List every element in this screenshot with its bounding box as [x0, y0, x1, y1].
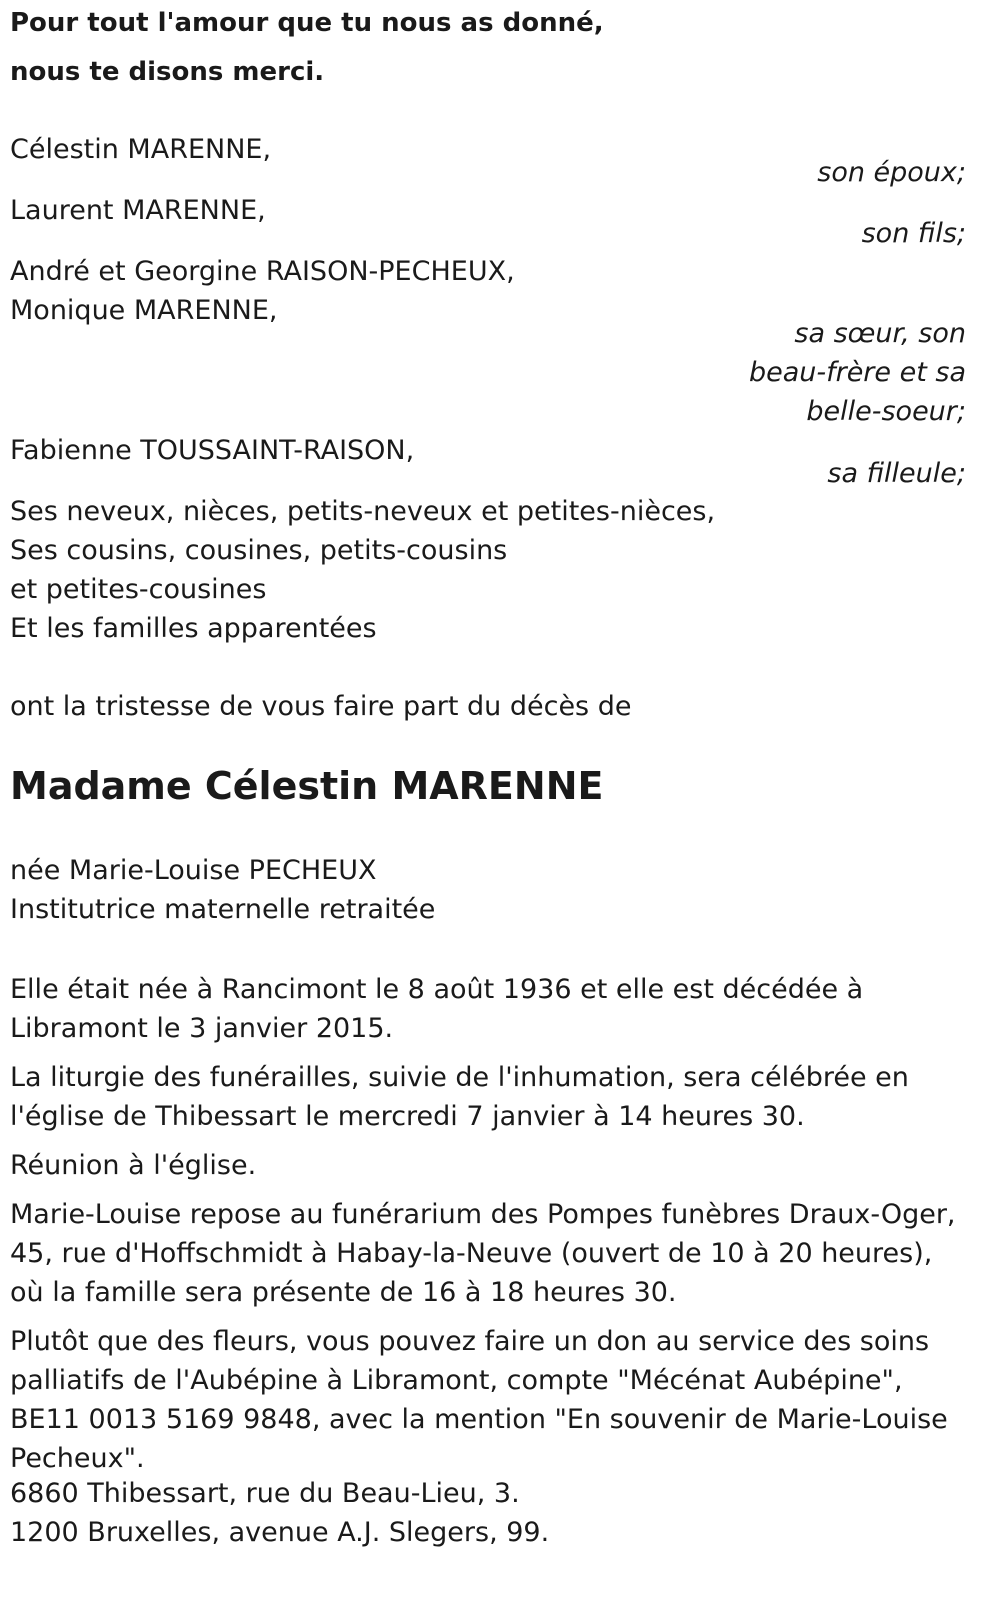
family-relation-spouse: son époux;	[817, 157, 966, 188]
header-line-1: Pour tout l'amour que tu nous as donné,	[10, 8, 604, 38]
announcement-text: ont la tristesse de vous faire part du décès de	[10, 691, 632, 722]
family-name-sister-line-2: Monique MARENNE,	[10, 295, 278, 326]
extended-family-line-3: et petites-cousines	[10, 574, 267, 605]
family-name-spouse: Célestin MARENNE,	[10, 134, 272, 165]
extended-family-line-4: Et les familles apparentées	[10, 613, 377, 644]
family-relation-goddaughter: sa filleule;	[827, 458, 966, 489]
paragraph-donation: Plutôt que des fleurs, vous pouvez faire un don au service des soins palliatifs de l'Aubépine à Libramont, compte "Mécénat Aubépine", BE11 0013 5169 9848, avec la mention "En souvenir de Marie-Louise Pecheux".	[10, 1326, 948, 1474]
paragraph-funeral: La liturgie des funérailles, suivie de l'inhumation, sera célébrée en l'église de Thibessart le mercredi 7 janvier à 14 heures 30.	[10, 1062, 909, 1132]
paragraph-birth-death: Elle était née à Rancimont le 8 août 1936 et elle est décédée à Libramont le 3 janvier 2015.	[10, 974, 864, 1044]
family-relation-son: son fils;	[861, 218, 966, 249]
paragraph-funerarium: Marie-Louise repose au funérarium des Pompes funèbres Draux-Oger, 45, rue d'Hoffschmidt à Habay-la-Neuve (ouvert de 10 à 20 heures), où la famille sera présente de 16 à 18 heures 30.	[10, 1199, 956, 1308]
family-name-sister-line-1: André et Georgine RAISON-PECHEUX,	[10, 256, 515, 287]
family-relation-sister-line-3: belle-soeur;	[806, 396, 966, 427]
extended-family-line-1: Ses neveux, nièces, petits-neveux et petites-nièces,	[10, 496, 716, 527]
family-relation-sister-line-2: beau-frère et sa	[748, 357, 966, 388]
address-line-1: 6860 Thibessart, rue du Beau-Lieu, 3.	[10, 1478, 520, 1509]
family-name-goddaughter: Fabienne TOUSSAINT-RAISON,	[10, 435, 415, 466]
paragraph-meeting: Réunion à l'église.	[10, 1150, 257, 1181]
family-relation-sister-line-1: sa sœur, son	[794, 318, 966, 349]
family-name-son: Laurent MARENNE,	[10, 195, 266, 226]
address-line-2: 1200 Bruxelles, avenue A.J. Slegers, 99.	[10, 1517, 550, 1548]
deceased-occupation: Institutrice maternelle retraitée	[10, 894, 436, 925]
deceased-birth-name: née Marie-Louise PECHEUX	[10, 855, 377, 886]
deceased-name: Madame Célestin MARENNE	[10, 764, 604, 808]
header-line-2: nous te disons merci.	[10, 57, 325, 87]
extended-family-line-2: Ses cousins, cousines, petits-cousins	[10, 535, 508, 566]
